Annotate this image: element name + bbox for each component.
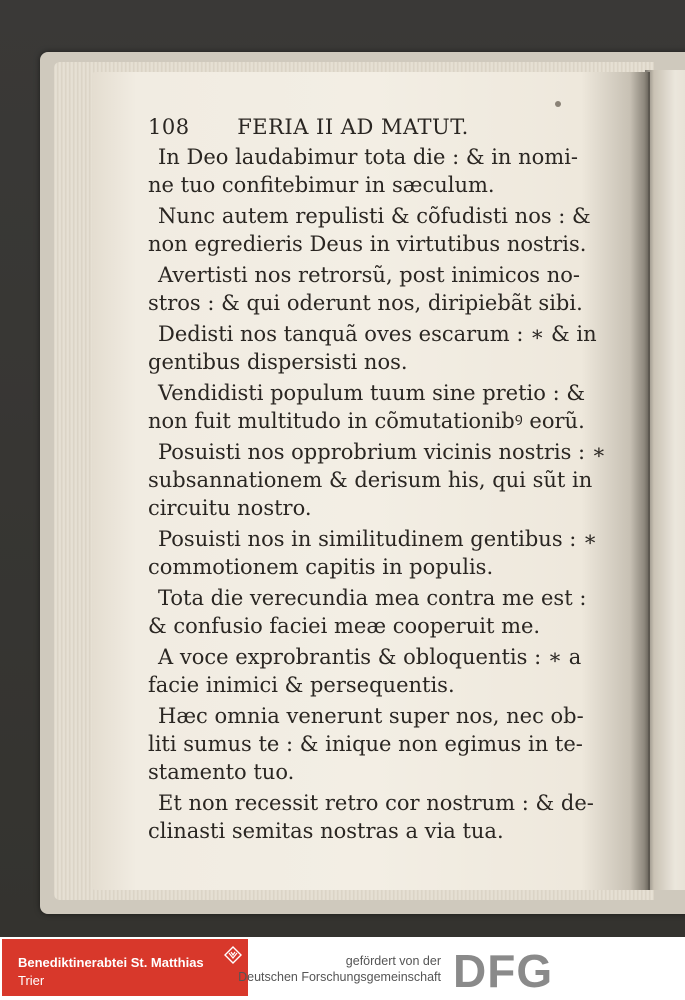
verse <box>148 789 618 845</box>
verse-line: ne tuo confitebimur in sæculum. <box>148 173 495 197</box>
verse-first-line: Nunc autem repulisti & cõfudisti nos : & <box>158 204 591 228</box>
verse-line: stros : & qui oderunt nos, diripiebãt sibi. <box>148 291 583 315</box>
facing-page <box>645 70 685 890</box>
paper-speck <box>555 101 561 107</box>
verse-line: clinasti semitas nostras a via tua. <box>148 819 504 843</box>
verse-first-line: Tota die verecundia mea contra me est : <box>158 586 587 610</box>
footer-bar <box>0 937 685 1000</box>
running-header <box>148 113 618 141</box>
verse-line: stamento tuo. <box>148 760 295 784</box>
verse-first-line: Posuisti nos in similitudinem gentibus : ∗ <box>158 527 598 551</box>
dfg-logo[interactable] <box>448 945 680 993</box>
verse-line: liti sumus te : & inique non egimus in te- <box>148 732 583 756</box>
verse-line: subsannationem & derisum his, qui sũt in <box>148 468 593 492</box>
verse <box>148 379 618 435</box>
verse <box>148 525 618 581</box>
verse <box>148 320 618 376</box>
verse-first-line: Posuisti nos opprobrium vicinis nostris : ∗ <box>158 440 607 464</box>
psalm-verses <box>148 143 618 845</box>
institution-city: Trier <box>18 973 45 988</box>
funding-line: gefördert von der <box>345 954 441 968</box>
verse <box>148 143 618 199</box>
institution-name: Benediktinerabtei St. Matthias <box>18 955 204 970</box>
institution-logo[interactable] <box>2 939 248 996</box>
verse-first-line: Vendidisti populum tuum sine pretio : & <box>158 381 586 405</box>
verse-line: facie inimici & persequentis. <box>148 673 455 697</box>
verse-line: commotionem capitis in populis. <box>148 555 494 579</box>
verse <box>148 643 618 699</box>
funder-name: Deutschen Forschungsgemeinschaft <box>238 970 441 984</box>
verse-line: gentibus dispersisti nos. <box>148 350 408 374</box>
verse-line: circuitu nostro. <box>148 496 312 520</box>
verse-first-line: In Deo laudabimur tota die : & in nomi- <box>158 145 579 169</box>
verse-first-line: Et non recessit retro cor nostrum : & de- <box>158 791 594 815</box>
funding-note <box>238 953 441 985</box>
verse-line: non fuit multitudo in cõmutationibꝰ eorũ. <box>148 409 585 433</box>
verse <box>148 702 618 786</box>
verse <box>148 584 618 640</box>
verse <box>148 261 618 317</box>
verse <box>148 438 618 522</box>
running-head: FERIA II AD MATUT. <box>237 115 469 139</box>
dfg-logo-text: DFG <box>453 945 554 993</box>
verse-line: non egredieris Deus in virtutibus nostris. <box>148 232 587 256</box>
verse-first-line: A voce exprobrantis & obloquentis : ∗ a <box>158 645 582 669</box>
verse-first-line: Avertisti nos retrorsũ, post inimicos no- <box>158 263 580 287</box>
verse-line: & confusio faciei meæ cooperuit me. <box>148 614 541 638</box>
verse <box>148 202 618 258</box>
verse-first-line: Hæc omnia venerunt super nos, nec ob- <box>158 704 584 728</box>
page-text <box>148 113 618 845</box>
verse-first-line: Dedisti nos tanquã oves escarum : ∗ & in <box>158 322 597 346</box>
page-number: 108 <box>148 115 190 139</box>
page-gutter <box>630 72 650 890</box>
